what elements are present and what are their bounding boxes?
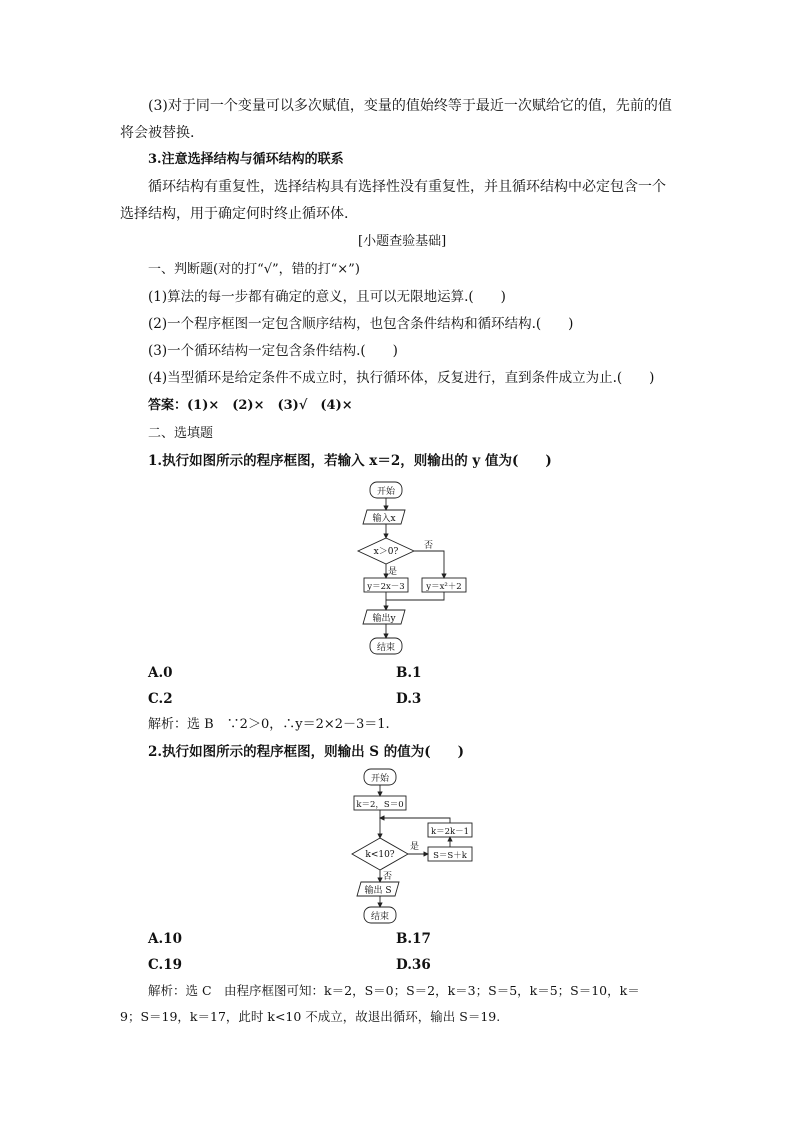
output-label: 输出y [372, 614, 396, 624]
q2-option-b: B.17 [396, 931, 431, 947]
input-label: 输入x [372, 514, 396, 524]
question-2-stem: 2.执行如图所示的程序框图，则输出 S 的值为( ) [148, 744, 465, 760]
flowchart-2 [340, 766, 480, 926]
judge-item-3: (3)一个循环结构一定包含条件结构.( ) [148, 343, 398, 359]
question-1-stem: 1.执行如图所示的程序框图，若输入 x＝2，则输出的 y 值为( ) [148, 453, 552, 469]
judge-item-2: (2)一个程序框图一定包含顺序结构，也包含条件结构和循环结构.( ) [148, 316, 574, 332]
judge-answer: 答案：(1)× (2)× (3)√ (4)× [148, 398, 353, 413]
no-label: 否 [424, 541, 434, 551]
q1-option-a: A.0 [148, 665, 173, 681]
q1-option-d: D.3 [396, 691, 422, 707]
start-label: 开始 [376, 487, 396, 497]
q2-option-a: A.10 [148, 931, 182, 947]
body-sum-label: S＝S＋k [433, 851, 467, 861]
quiz-title: [小题查验基础] [358, 234, 447, 249]
q2-analysis-line1: 解析：选 C 由程序框图可知：k＝2，S＝0；S＝2，k＝3；S＝5，k＝5；S＝10，k＝ [148, 983, 640, 998]
judge-item-1: (1)算法的每一步都有确定的意义，且可以无限地运算.( ) [148, 289, 506, 305]
output-label: 输出 S [364, 886, 392, 896]
body-k-label: k＝2k－1 [430, 827, 470, 837]
start-label: 开始 [370, 774, 390, 784]
left-process-label: y＝2x－3 [367, 582, 405, 592]
q2-option-d: D.36 [396, 957, 431, 973]
judge-heading: 一、判断题(对的打“√”，错的打“×”) [148, 262, 360, 277]
q2-option-c: C.19 [148, 957, 182, 973]
q1-option-b: B.1 [396, 665, 422, 681]
no-label: 否 [383, 872, 393, 882]
end-label: 结束 [370, 912, 390, 922]
heading-3: 3.注意选择结构与循环结构的联系 [148, 152, 344, 167]
paragraph-3-line1: (3)对于同一个变量可以多次赋值，变量的值始终等于最近一次赋给它的值，先前的值 [148, 98, 672, 114]
q1-option-c: C.2 [148, 691, 173, 707]
end-label: 结束 [376, 643, 396, 653]
q1-analysis: 解析：选 B ∵2＞0，∴y＝2×2－3＝1. [148, 717, 390, 732]
condition-label: k<10? [365, 850, 395, 860]
init-label: k＝2，S＝0 [356, 800, 404, 810]
choice-heading: 二、选填题 [148, 426, 214, 441]
judge-item-4: (4)当型循环是给定条件不成立时，执行循环体，反复进行，直到条件成立为止.( ) [148, 370, 655, 386]
paragraph-loop-line2: 选择结构，用于确定何时终止循环体. [120, 206, 349, 222]
flowchart-1 [340, 476, 470, 658]
yes-label: 是 [410, 842, 420, 852]
paragraph-3-line2: 将会被替换. [120, 125, 195, 141]
q2-analysis-line2: 9；S＝19，k＝17，此时 k<10 不成立，故退出循环，输出 S＝19. [120, 1009, 501, 1024]
right-process-label: y＝x²＋2 [426, 582, 462, 592]
paragraph-loop-line1: 循环结构有重复性，选择结构具有选择性没有重复性，并且循环结构中必定包含一个 [148, 179, 666, 195]
condition-label: x＞0? [373, 547, 399, 557]
yes-label: 是 [388, 567, 398, 577]
